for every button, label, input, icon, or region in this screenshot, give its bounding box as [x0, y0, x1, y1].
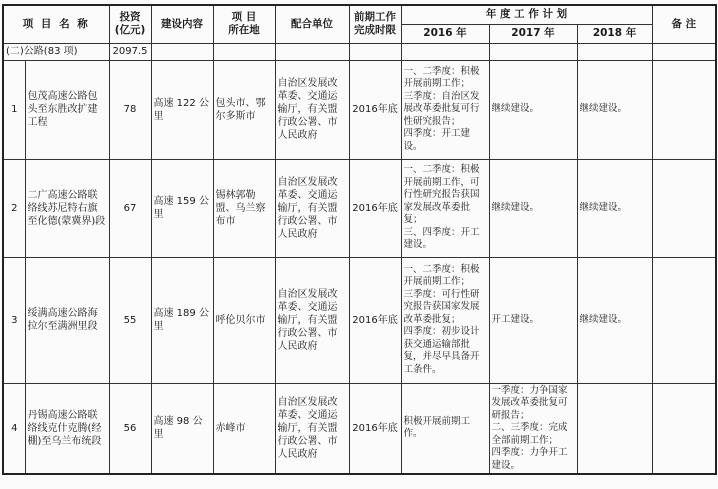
empty-cell [349, 43, 401, 60]
project-content: 高速 189 公里 [151, 257, 213, 383]
header-project-name: 项 目 名 称 [3, 5, 109, 43]
row-number: 4 [3, 383, 25, 474]
cooperating-unit: 自治区发展改革委、交通运输厅，有关盟行政公署、市人民政府 [275, 159, 349, 257]
project-location: 呼伦贝尔市 [213, 257, 275, 383]
header-year-2017: 2017 年 [489, 24, 577, 43]
empty-cell [213, 43, 275, 60]
subtotal-investment: 2097.5 [109, 43, 151, 60]
plan-2018: 继续建设。 [577, 257, 652, 383]
project-content: 高速 122 公里 [151, 60, 213, 159]
project-location: 包头市、鄂尔多斯市 [213, 60, 275, 159]
remarks-cell [652, 60, 716, 159]
plan-2016: 一、二季度：积极开展前期工作； 三季度：自治区发展改革委批复可行性研究报告； 四季度：开工建设。 [401, 60, 489, 159]
plan-2018: 继续建设。 [577, 159, 652, 257]
table-row [3, 383, 716, 474]
header-annual-plan: 年 度 工 作 计 划 [401, 5, 652, 24]
prelim-deadline: 2016年底 [349, 60, 401, 159]
plan-2017: 继续建设。 [489, 159, 577, 257]
remarks-cell [652, 257, 716, 383]
row-number: 3 [3, 257, 25, 383]
header-investment: 投资 (亿元) [109, 5, 151, 43]
table-row [3, 159, 716, 257]
project-plan-table [2, 4, 717, 475]
subtotal-label: (二)公路(83 项) [3, 43, 109, 60]
empty-cell [489, 43, 577, 60]
project-investment: 67 [109, 159, 151, 257]
header-remarks: 备 注 [652, 5, 716, 43]
empty-cell [151, 43, 213, 60]
plan-2017: 开工建设。 [489, 257, 577, 383]
project-investment: 55 [109, 257, 151, 383]
header-location: 项 目 所在地 [213, 5, 275, 43]
cooperating-unit: 自治区发展改革委、交通运输厅，有关盟行政公署、市人民政府 [275, 257, 349, 383]
prelim-deadline: 2016年底 [349, 257, 401, 383]
header-content: 建设内容 [151, 5, 213, 43]
plan-2016: 积极开展前期工作。 [401, 383, 489, 474]
header-year-2018: 2018 年 [577, 24, 652, 43]
plan-2018 [577, 383, 652, 474]
prelim-deadline: 2016年底 [349, 159, 401, 257]
plan-2016: 一、二季度：积极开展前期工作； 三季度：可行性研究报告获国家发展改革委批复； 四季度：初步设计获交通运输部批复，并尽早具备开工条件。 [401, 257, 489, 383]
project-location: 锡林郭勒盟、乌兰察布市 [213, 159, 275, 257]
empty-cell [275, 43, 349, 60]
project-name: 绥满高速公路海拉尔至满洲里段 [25, 257, 109, 383]
project-content: 高速 159 公里 [151, 159, 213, 257]
plan-2017: 继续建设。 [489, 60, 577, 159]
subtotal-row [3, 43, 716, 60]
remarks-cell [652, 383, 716, 474]
project-name: 二广高速公路联络线苏尼特右旗至化德(蒙冀界)段 [25, 159, 109, 257]
cooperating-unit: 自治区发展改革委、交通运输厅，有关盟行政公署、市人民政府 [275, 60, 349, 159]
project-content: 高速 98 公里 [151, 383, 213, 474]
project-name: 丹锡高速公路联络线克什克腾(经棚)至乌兰布统段 [25, 383, 109, 474]
table-row [3, 60, 716, 159]
row-number: 1 [3, 60, 25, 159]
project-name: 包茂高速公路包头至东胜改扩建工程 [25, 60, 109, 159]
cooperating-unit: 自治区发展改革委、交通运输厅，有关盟行政公署、市人民政府 [275, 383, 349, 474]
header-prelim-time: 前期工作 完成时限 [349, 5, 401, 43]
empty-cell [577, 43, 652, 60]
plan-2016: 一、二季度：积极开展前期工作，可行性研究报告获国家发展改革委批复； 三、四季度：开工建设。 [401, 159, 489, 257]
table-row [3, 257, 716, 383]
header-year-2016: 2016 年 [401, 24, 489, 43]
header-row [3, 5, 716, 24]
header-cooperating-unit: 配合单位 [275, 5, 349, 43]
row-number: 2 [3, 159, 25, 257]
prelim-deadline: 2016年底 [349, 383, 401, 474]
project-investment: 78 [109, 60, 151, 159]
remarks-cell [652, 159, 716, 257]
project-location: 赤峰市 [213, 383, 275, 474]
plan-2018: 继续建设。 [577, 60, 652, 159]
project-investment: 56 [109, 383, 151, 474]
plan-2017: 一季度：力争国家发展改革委批复可研报告； 二、三季度：完成全部前期工作； 四季度：力争开工建设。 [489, 383, 577, 474]
empty-cell [401, 43, 489, 60]
empty-cell [652, 43, 716, 60]
